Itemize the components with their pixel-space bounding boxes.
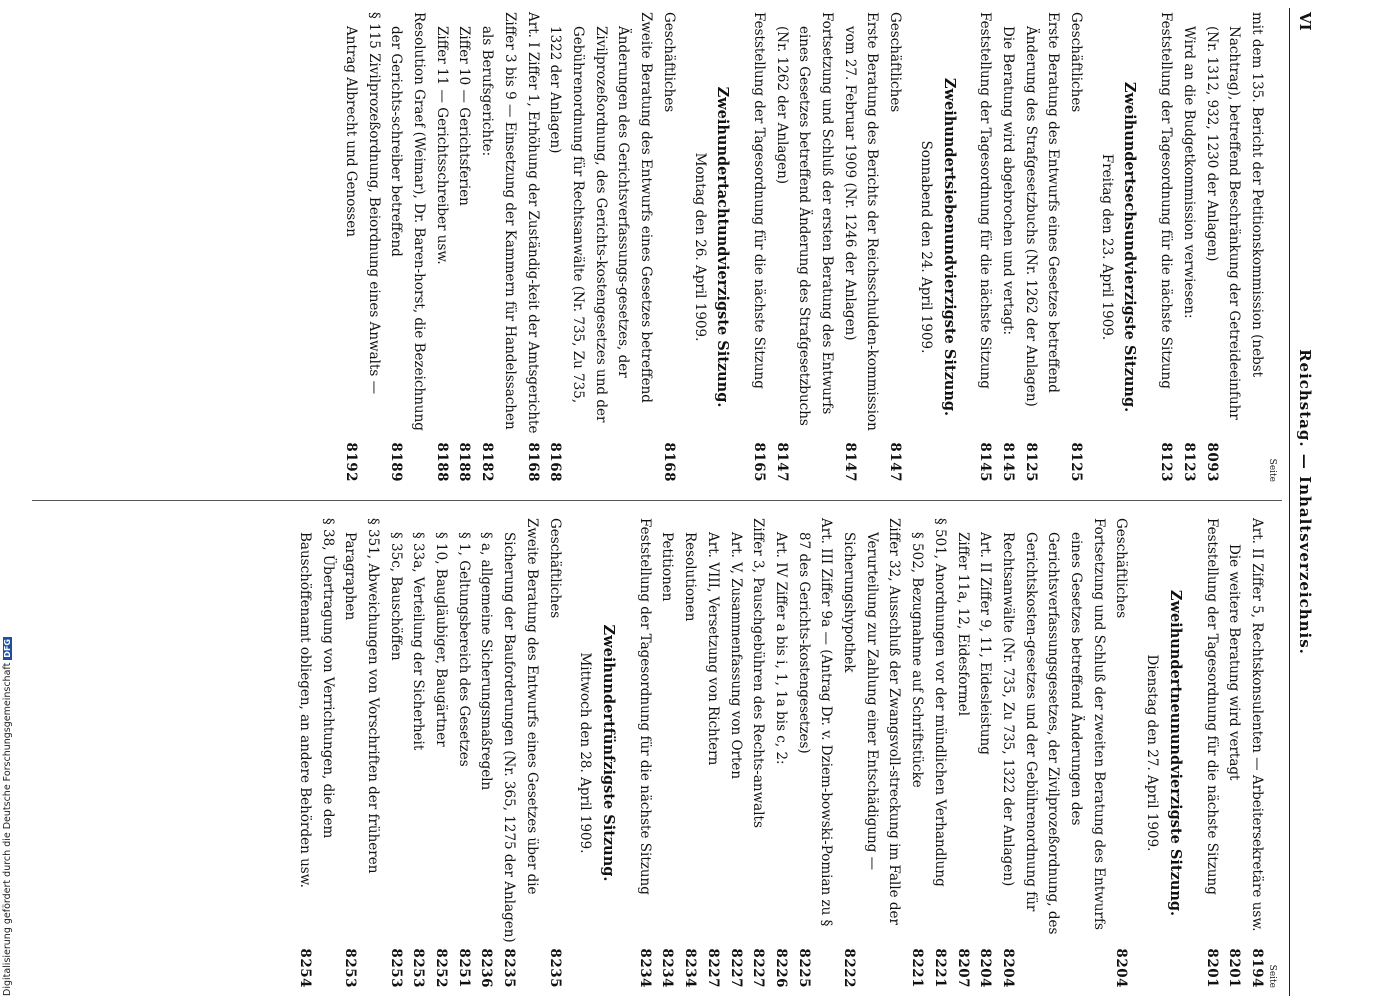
toc-entry: § a, allgemeine Sicherungsmaßregeln 8236 xyxy=(478,532,495,988)
toc-entry: Ziffer 11a, 12, Eidesformel 8207 xyxy=(954,532,971,988)
toc-entry: Ziffer 11 — Gerichtsschreiber usw. 8188 xyxy=(433,26,450,482)
toc-entry: Resolution Graef (Weimar), Dr. Baren-horst, die Bezeichnung der Gerichts-schreiber betreffend 8189 xyxy=(388,12,428,482)
toc-entry: Resolutionen 8234 xyxy=(682,532,699,988)
toc-entry: Die Beratung wird abgebrochen und vertagt: 8145 xyxy=(999,26,1016,482)
toc-entry: Ziffer 3, Pauschgebühren des Rechts-anwalts 8227 xyxy=(750,518,767,988)
seite-label: Seite xyxy=(1267,458,1277,482)
toc-entry: Fortsetzung und Schluß der ersten Beratung des Entwurfs eines Gesetzes betreffend Änderung des Strafgesetzbuchs (Nr. 1262 der Anlagen) 8147 xyxy=(773,12,836,482)
session-title: Zweihundertneunundvierzigste Sitzung. xyxy=(1166,589,1184,917)
session-title: Zweihundertfünfzigste Sitzung. xyxy=(600,624,618,882)
right-column xyxy=(293,518,1278,988)
toc-entry: Geschäftliches 8235 xyxy=(546,518,563,988)
toc-entry: Erste Beratung des Entwurfs eines Gesetzes betreffend Änderung des Strafgesetzbuchs (Nr. 1262 der Anlagen) 8125 xyxy=(1022,12,1062,482)
session-date: Freitag den 23. April 1909. xyxy=(1098,153,1115,341)
session-title: Zweihundertsiebenundvierzigste Sitzung. xyxy=(940,77,958,417)
credit-text: Digitalisierung gefördert durch die Deutsche Forschungsgemeinschaft xyxy=(2,662,13,996)
toc-entry: Fortsetzung und Schluß der zweiten Beratung des Entwurfs eines Gesetzes betreffend Änderungen des Gerichtsverfassungsgesetzes, der Zivilprozeßordnung, des Gerichtskosten-gesetzes und der Gebührenordnung für Rechtsanwälte (Nr. 735, Zu 735, 1322 der Anlagen) 8204 xyxy=(999,518,1107,988)
toc-entry: mit dem 135. Bericht der Petitionskommission (nebst Nachtrag), betreffend Beschränkung der Getreideeinfuhr (Nr. 1312, 932, 1230 der Anlagen) 8093 xyxy=(1203,12,1265,482)
toc-entry: Geschäftliches 8204 xyxy=(1113,518,1130,988)
left-column xyxy=(339,12,1278,482)
page-header xyxy=(1289,8,1318,996)
toc-entry: § 35c, Bauschöffen 8253 xyxy=(387,532,404,988)
toc-entry: Art. II Ziffer 5, Rechtskonsulenten — Arbeitersekretäre usw. 8194 xyxy=(1249,518,1265,988)
toc-entry: Petitionen 8234 xyxy=(659,532,676,988)
dfg-logo: DFG xyxy=(3,639,12,658)
toc-entry: Ziffer 3 bis 9 — Einsetzung der Kammern für Handelssachen als Berufsgerichte: 8182 xyxy=(479,12,518,482)
toc-entry: Art. I Ziffer 1, Erhöhung der Zuständig-keit der Amtsgerichte 8168 xyxy=(524,12,541,482)
toc-entry: § 1, Geltungsbereich des Gesetzes 8251 xyxy=(455,532,472,988)
toc-entry: Art. VIII, Versetzung von Richtern 8227 xyxy=(704,532,721,988)
toc-entry: § 10, Baugläubiger, Baugärtner 8252 xyxy=(433,532,450,988)
session-date: Dienstag den 27. April 1909. xyxy=(1144,654,1161,852)
toc-entry: § 38, Übertragung von Verrichtungen, die dem Bauschöffenamt obliegen, an andere Behörden usw. 8254 xyxy=(296,518,336,988)
toc-entry: Geschäftliches 8125 xyxy=(1068,12,1085,482)
toc-entry: Feststellung der Tagesordnung für die nächste Sitzung 8201 xyxy=(1203,518,1220,988)
toc-entry: § 502, Bezugnahme auf Schriftstücke 8221 xyxy=(909,532,926,988)
toc-entry: Feststellung der Tagesordnung für die nächste Sitzung 8145 xyxy=(977,12,994,482)
toc-entry: Wird an die Budgetkommission verwiesen: 8123 xyxy=(1180,26,1197,482)
toc-entry: Ziffer 32, Ausschluß der Zwangsvoll-streckung im Falle der Verurteilung zur Zahlung einer Entschädigung — Sicherungshypothek 8222 xyxy=(841,518,903,988)
toc-entry: Die weitere Beratung wird vertagt 8201 xyxy=(1226,544,1243,988)
toc-entry: § 501, Anordnungen vor der mündlichen Verhandlung 8221 xyxy=(931,518,948,988)
toc-entry: Ziffer 10 — Gerichtsferien 8188 xyxy=(456,26,473,482)
toc-entry: Erste Beratung des Berichts der Reichsschulden-kommission vom 27. Februar 1909 (Nr. 1246 der Anlagen) 8147 xyxy=(841,12,881,482)
toc-entry: Art. III Ziffer 9a — (Antrag Dr. v. Dziem-bowski-Pomian zu § 87 des Gerichts-kostengesetzes) 8225 xyxy=(795,518,835,988)
session-date: Montag den 26. April 1909. xyxy=(691,152,708,342)
toc-entry: Art. II Ziffer 9, 11, Eidesleistung 8204 xyxy=(977,532,994,988)
toc-entry: Zweite Beratung des Entwurfs eines Gesetzes betreffend Änderungen des Gerichtsverfassungs-gesetzes, der Zivilprozeßordnung, des Gerichts-kostengesetzes und der Gebührenordnung für Rechtsanwälte (Nr. 735, Zu 735, 1322 der Anlagen) 8168 xyxy=(547,12,655,482)
column-divider xyxy=(32,500,1282,501)
toc-entry: § 33a, Verteilung der Sicherheit 8253 xyxy=(410,532,427,988)
toc-entry: Feststellung der Tagesordnung für die nächste Sitzung 8123 xyxy=(1158,12,1175,482)
session-date: Mittwoch den 28. April 1909. xyxy=(577,652,594,854)
seite-label: Seite xyxy=(1267,964,1277,988)
toc-entry: § 115 Zivilprozeßordnung, Beiordnung eines Anwalts — Antrag Albrecht und Genossen 8192 xyxy=(342,12,382,482)
toc-entry: Zweite Beratung des Entwurfs eines Gesetzes über die Sicherung der Bauforderungen (Nr. 365, 1275 der Anlagen) 8235 xyxy=(501,518,540,988)
toc-entry: Geschäftliches 8168 xyxy=(660,12,677,482)
toc-entry: Art. IV Ziffer a bis i, 1, 1a bis c, 2: 8226 xyxy=(772,532,789,988)
page-title: Reichstag. — Inhaltsverzeichnis. xyxy=(1296,349,1314,655)
digitization-credit xyxy=(2,596,18,996)
toc-entry: Art. V, Zusammenfassung von Orten 8227 xyxy=(727,532,744,988)
rotated-page-content xyxy=(26,8,1318,996)
toc-entry: § 351, Abweichungen von Vorschriften der früheren Paragraphen 8253 xyxy=(342,518,381,988)
toc-entry: Feststellung der Tagesordnung für die nächste Sitzung 8234 xyxy=(636,518,653,988)
page-number: VI xyxy=(1296,12,1314,31)
toc-entry: Geschäftliches 8147 xyxy=(887,12,904,482)
toc-entry: Feststellung der Tagesordnung für die nächste Sitzung 8165 xyxy=(750,12,767,482)
session-title: Zweihundertachtundvierzigste Sitzung. xyxy=(714,86,732,408)
session-date: Sonnabend den 24. April 1909. xyxy=(917,140,934,354)
session-title: Zweihundertsechsundvierzigste Sitzung. xyxy=(1121,81,1139,413)
